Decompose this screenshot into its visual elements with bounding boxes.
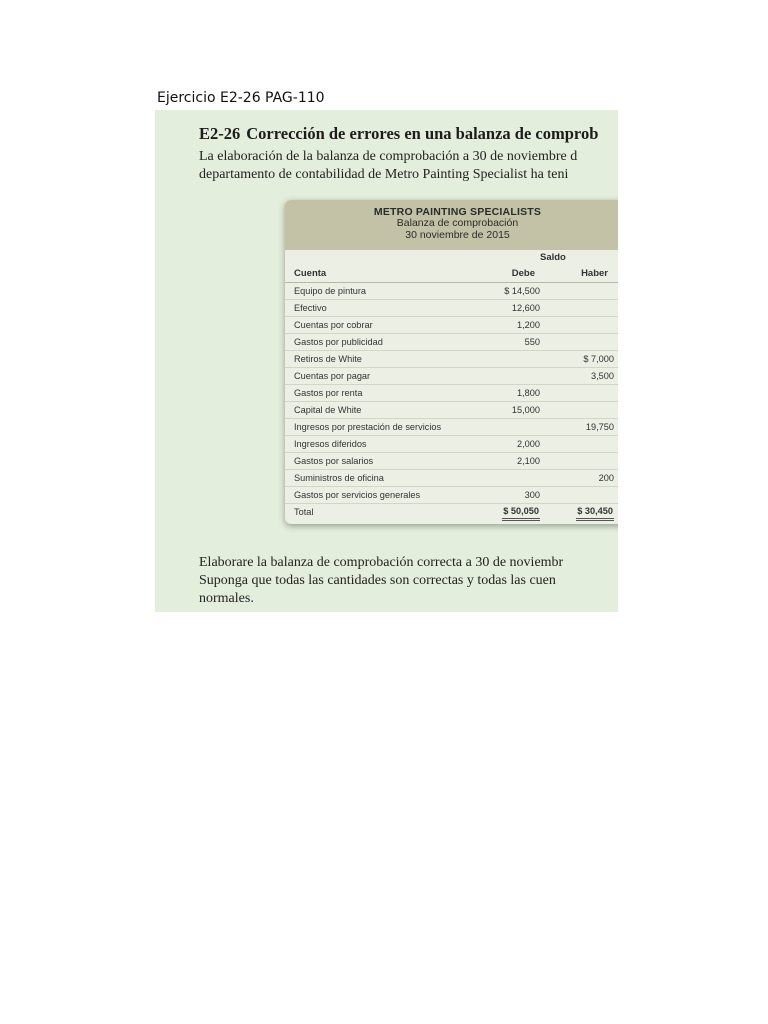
account-name-cell: Ingresos diferidos	[294, 439, 367, 449]
account-name-cell: Capital de White	[294, 405, 362, 415]
table-row	[285, 317, 618, 334]
debe-cell: $ 14,500	[504, 286, 540, 296]
trial-balance-table	[285, 250, 618, 520]
table-row	[285, 453, 618, 470]
report-date: 30 noviembre de 2015	[405, 228, 510, 241]
debe-cell: 2,100	[517, 456, 540, 466]
exercise-title-text: Corrección de errores en una balanza de comprob	[246, 124, 599, 143]
table-row	[285, 351, 618, 368]
table-row	[285, 385, 618, 402]
column-header-row	[285, 266, 618, 283]
column-header-cuenta: Cuenta	[294, 268, 327, 279]
total-label: Total	[294, 507, 314, 517]
debe-cell: 1,800	[517, 388, 540, 398]
table-row	[285, 402, 618, 419]
debe-cell: 15,000	[511, 405, 540, 415]
column-header-debe: Debe	[511, 268, 535, 279]
haber-cell: 3,500	[591, 371, 614, 381]
debe-cell: 2,000	[517, 439, 540, 449]
account-name-cell: Equipo de pintura	[294, 286, 367, 296]
haber-cell: $ 7,000	[583, 354, 614, 364]
table-row	[285, 283, 618, 300]
instruction-line: Suponga que todas las cantidades son correctas y todas las cuen	[199, 573, 556, 588]
column-header-haber: Haber	[581, 268, 608, 279]
debe-cell: 1,200	[517, 320, 540, 330]
report-name: Balanza de comprobación	[396, 217, 519, 229]
account-name-cell: Suministros de oficina	[294, 473, 384, 483]
total-haber: $ 30,450	[576, 504, 614, 521]
exercise-instructions	[199, 554, 563, 608]
account-name-cell: Efectivo	[294, 303, 327, 313]
table-row	[285, 470, 618, 487]
textbook-excerpt-image	[155, 110, 618, 612]
trial-balance-card	[285, 200, 618, 524]
account-name-cell: Retiros de White	[294, 354, 362, 364]
exercise-number: E2-26	[199, 124, 241, 143]
table-row	[285, 419, 618, 436]
saldo-header-row	[285, 250, 618, 266]
table-row	[285, 334, 618, 351]
company-name: METRO PAINTING SPECIALISTS	[373, 206, 542, 218]
total-debe: $ 50,050	[502, 504, 540, 521]
saldo-label: Saldo	[540, 252, 566, 263]
table-row	[285, 368, 618, 385]
trial-balance-header	[285, 200, 618, 250]
intro-line: La elaboración de la balanza de comprobación a 30 de noviembre d	[199, 149, 578, 164]
haber-cell: 200	[598, 473, 614, 483]
account-name-cell: Ingresos por prestación de servicios	[294, 422, 442, 432]
document-heading: Ejercicio E2-26 PAG-110	[157, 90, 325, 106]
account-rows	[285, 283, 618, 504]
instruction-line: Elaborare la balanza de comprobación correcta a 30 de noviembr	[199, 555, 564, 570]
debe-cell: 12,600	[511, 303, 540, 313]
total-row	[285, 504, 618, 520]
account-name-cell: Gastos por servicios generales	[294, 490, 421, 500]
instruction-line: normales.	[199, 591, 254, 606]
account-name-cell: Gastos por salarios	[294, 456, 374, 466]
table-row	[285, 436, 618, 453]
table-row	[285, 487, 618, 504]
account-name-cell: Gastos por renta	[294, 388, 363, 398]
account-name-cell: Gastos por publicidad	[294, 337, 383, 347]
account-name-cell: Cuentas por pagar	[294, 371, 371, 381]
intro-line: departamento de contabilidad de Metro Painting Specialist ha teni	[199, 167, 569, 182]
haber-cell: 19,750	[585, 422, 614, 432]
exercise-title	[199, 124, 598, 144]
exercise-intro	[199, 148, 577, 184]
debe-cell: 550	[524, 337, 540, 347]
debe-cell: 300	[524, 490, 540, 500]
account-name-cell: Cuentas por cobrar	[294, 320, 373, 330]
table-row	[285, 300, 618, 317]
